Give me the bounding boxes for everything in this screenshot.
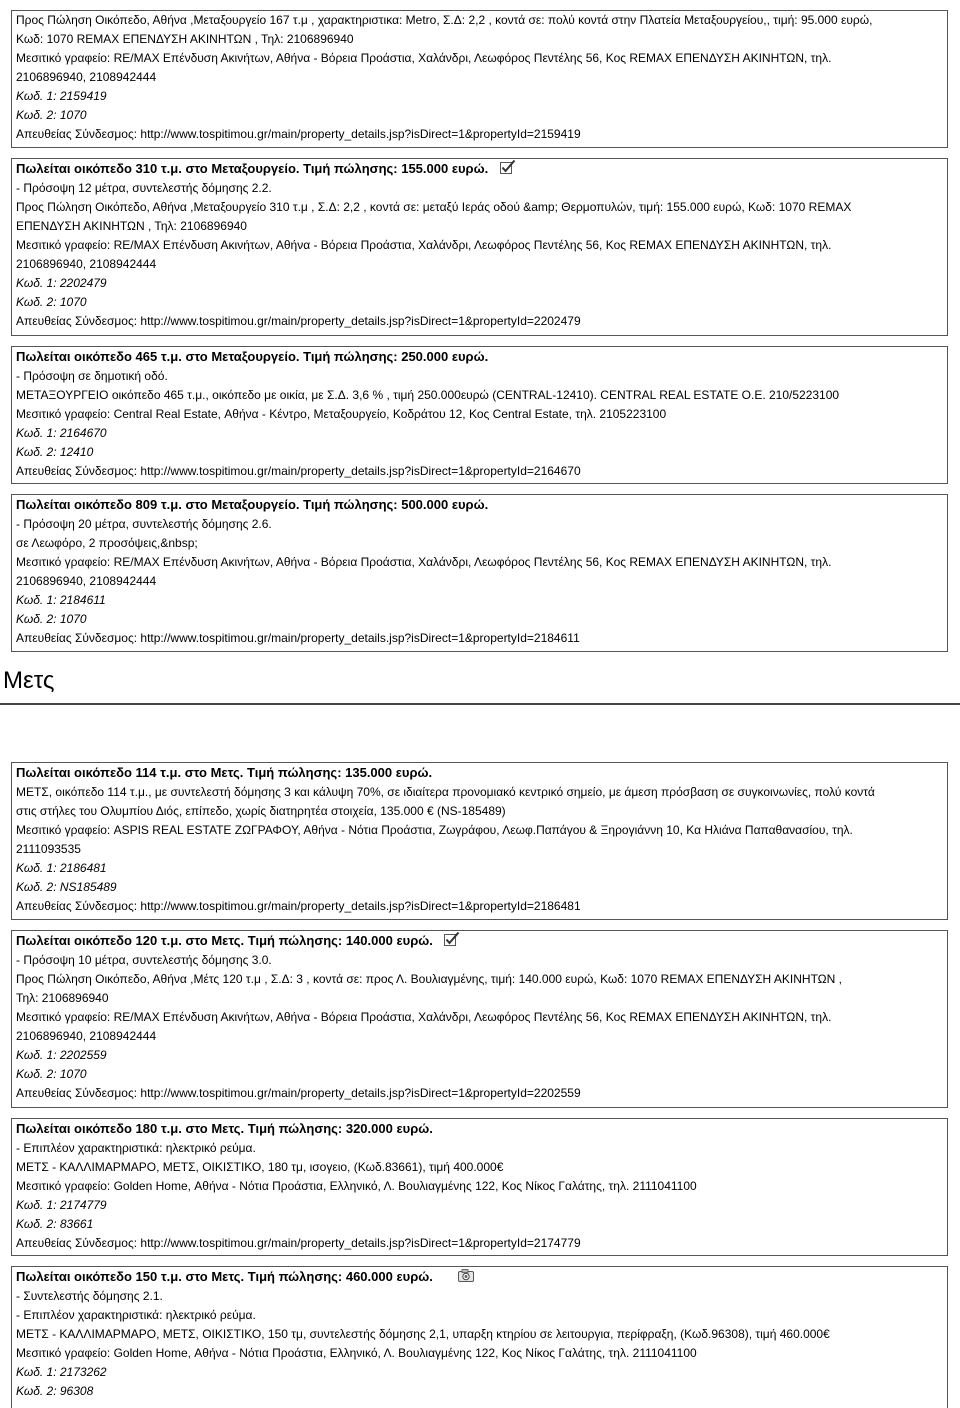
code-1: Κωδ. 1: 2184611 — [16, 593, 106, 607]
listing-text-line: - Συντελεστής δόμησης 2.1. — [16, 1289, 163, 1303]
section-title: Μετς — [3, 667, 55, 694]
code-1: Κωδ. 1: 2186481 — [16, 861, 107, 875]
code-2: Κωδ. 2: 83661 — [16, 1217, 94, 1231]
direct-link[interactable]: Απευθείας Σύνδεσμος: http://www.tospitimou.gr/main/property_details.jsp?isDirect=1&propertyId=2184611 — [16, 631, 580, 645]
section-divider — [0, 703, 960, 705]
listing-box — [11, 1266, 948, 1408]
listing-heading-text[interactable]: Πωλείται οικόπεδο 310 τ.μ. στο Μεταξουργείο. Τιμή πώλησης: 155.000 ευρώ. — [16, 161, 489, 176]
direct-link[interactable]: Απευθείας Σύνδεσμος: http://www.tospitimou.gr/main/property_details.jsp?isDirect=1&propertyId=2202479 — [16, 314, 581, 328]
listing-text-line: στις στήλες του Ολυμπίου Διός, επίπεδο, χωρίς διατηρητέα στοιχεία, 135.000 € (NS-185489) — [16, 804, 506, 818]
listing-text-line: Προς Πώληση Οικόπεδο, Αθήνα ,Μεταξουργείο 310 τ.μ , Σ.Δ: 2,2 , κοντά σε: μεταξύ Ιεράς οδού &amp; Θερμοπυλών, τιμή: 155.000 ευρώ, Κωδ: 1070 REMAX — [16, 200, 852, 214]
listing-text-line: - Πρόσοψη 20 μέτρα, συντελεστής δόμησης 2.6. — [16, 517, 272, 531]
listing-box — [11, 930, 948, 1108]
listing-heading[interactable] — [16, 931, 947, 951]
listing-text-line: - Επιπλέον χαρακτηριστικά: ηλεκτρικό ρεύμα. — [16, 1141, 256, 1155]
agency-phone-line: 2106896940, 2108942444 — [16, 574, 157, 588]
listing-text-line: Προς Πώληση Οικόπεδο, Αθήνα ,Μέτς 120 τ.μ , Σ.Δ: 3 , κοντά σε: προς Λ. Βουλιαγμένης, τιμή: 140.000 ευρώ, Κωδ: 1070 REMAX ΕΠΕΝΔΥΣΗ ΑΚΙΝΗΤΩΝ , — [16, 972, 842, 986]
listing-text-line: Τηλ: 2106896940 — [16, 991, 109, 1005]
listing-box — [11, 762, 948, 920]
code-1: Κωδ. 1: 2174779 — [16, 1198, 107, 1212]
listing-heading[interactable]: Πωλείται οικόπεδο 180 τ.μ. στο Μετς. Τιμή πώλησης: 320.000 ευρώ. — [16, 1121, 433, 1136]
agency-line: Μεσιτικό γραφείο: RE/MAX Επένδυση Ακινήτων, Αθήνα - Βόρεια Προάστια, Χαλάνδρι, Λεωφόρος Πεντέλης 56, Κος REMAX ΕΠΕΝΔΥΣΗ ΑΚΙΝΗΤΩΝ, τηλ. — [16, 51, 832, 65]
listing-text-line: σε Λεωφόρο, 2 προσόψεις,&nbsp; — [16, 536, 198, 550]
agency-phone-line: 2111093535 — [16, 842, 81, 856]
listing-text-line: ΕΠΕΝΔΥΣΗ ΑΚΙΝΗΤΩΝ , Τηλ: 2106896940 — [16, 219, 247, 233]
checkbox-icon — [444, 932, 460, 952]
direct-link[interactable]: Απευθείας Σύνδεσμος: http://www.tospitimou.gr/main/property_details.jsp?isDirect=1&propertyId=2159419 — [16, 127, 581, 141]
photo-camera-icon[interactable] — [458, 1268, 474, 1288]
agency-line: Μεσιτικό γραφείο: Golden Home, Αθήνα - Νότια Προάστια, Ελληνικό, Λ. Βουλιαγμένης 122, Κος Νίκος Γαλάτης, τηλ. 2111041100 — [16, 1346, 697, 1360]
agency-line: Μεσιτικό γραφείο: ASPIS REAL ESTATE ΖΩΓΡΑΦΟΥ, Αθήνα - Νότια Προάστια, Ζωγράφου, Λεωφ.Παπάγου & Ξηρογιάννη 10, Κα Ηλιάνα Παπαθανασίου, τηλ. — [16, 823, 853, 837]
code-2: Κωδ. 2: 1070 — [16, 612, 87, 626]
listing-text-line: Προς Πώληση Οικόπεδο, Αθήνα ,Μεταξουργείο 167 τ.μ , χαρακτηριστικα: Metro, Σ.Δ: 2,2 , κοντά σε: πολύ κοντά στην Πλατεία Μεταξουργείου,, τιμή: 95.000 ευρώ, — [16, 13, 873, 27]
listing-text-line: Κωδ: 1070 REMAX ΕΠΕΝΔΥΣΗ ΑΚΙΝΗΤΩΝ , Τηλ: 2106896940 — [16, 32, 354, 46]
listing-text-line: - Επιπλέον χαρακτηριστικά: ηλεκτρικό ρεύμα. — [16, 1308, 256, 1322]
agency-line: Μεσιτικό γραφείο: Golden Home, Αθήνα - Νότια Προάστια, Ελληνικό, Λ. Βουλιαγμένης 122, Κος Νίκος Γαλάτης, τηλ. 2111041100 — [16, 1179, 697, 1193]
listing-text-line: - Πρόσοψη 12 μέτρα, συντελεστής δόμησης 2.2. — [16, 181, 272, 195]
agency-phone-line: 2106896940, 2108942444 — [16, 1029, 157, 1043]
listing-heading-text[interactable]: Πωλείται οικόπεδο 120 τ.μ. στο Μετς. Τιμή πώλησης: 140.000 ευρώ. — [16, 933, 433, 948]
agency-phone-line: 2106896940, 2108942444 — [16, 257, 157, 271]
listing-text-line: - Πρόσοψη 10 μέτρα, συντελεστής δόμησης 3.0. — [16, 953, 272, 967]
listing-heading[interactable] — [16, 1267, 947, 1287]
direct-link[interactable]: Απευθείας Σύνδεσμος: http://www.tospitimou.gr/main/property_details.jsp?isDirect=1&propertyId=2202559 — [16, 1086, 581, 1100]
listing-text-line: ΜΕΤΣ, οικόπεδο 114 τ.μ., με συντελεστή δόμησης 3 και κάλυψη 70%, σε ιδιαίτερα προνομιακό κεντρικό σημείο, με άμεση πρόσβαση σε συγκοινωνίες, πολύ κοντά — [16, 785, 875, 799]
listing-box — [11, 158, 948, 336]
listing-box — [11, 1118, 948, 1256]
agency-line: Μεσιτικό γραφείο: RE/MAX Επένδυση Ακινήτων, Αθήνα - Βόρεια Προάστια, Χαλάνδρι, Λεωφόρος Πεντέλης 56, Κος REMAX ΕΠΕΝΔΥΣΗ ΑΚΙΝΗΤΩΝ, τηλ. — [16, 555, 832, 569]
listing-heading[interactable]: Πωλείται οικόπεδο 114 τ.μ. στο Μετς. Τιμή πώλησης: 135.000 ευρώ. — [16, 765, 433, 780]
code-1: Κωδ. 1: 2202559 — [16, 1048, 107, 1062]
listing-text-line: ΜΕΤΣ - ΚΑΛΛΙΜΑΡΜΑΡΟ, ΜΕΤΣ, ΟΙΚΙΣΤΙΚΟ, 150 τμ, συντελεστής δόμησης 2,1, υπαρξη κτηρίου σε λειτουργια, περίφραξη, (Κωδ.96308), τιμή 460.000€ — [16, 1327, 830, 1341]
listing-text-line: - Πρόσοψη σε δημοτική οδό. — [16, 369, 168, 383]
checkbox-icon — [500, 160, 516, 180]
listing-text-line: ΜΕΤΣ - ΚΑΛΛΙΜΑΡΜΑΡΟ, ΜΕΤΣ, ΟΙΚΙΣΤΙΚΟ, 180 τμ, ισογειο, (Κωδ.83661), τιμή 400.000€ — [16, 1160, 504, 1174]
listing-box-continued — [11, 10, 948, 148]
code-1: Κωδ. 1: 2173262 — [16, 1365, 107, 1379]
direct-link[interactable]: Απευθείας Σύνδεσμος: http://www.tospitimou.gr/main/property_details.jsp?isDirect=1&propertyId=2164670 — [16, 464, 581, 478]
code-2: Κωδ. 2: NS185489 — [16, 880, 117, 894]
direct-link[interactable]: Απευθείας Σύνδεσμος: http://www.tospitimou.gr/main/property_details.jsp?isDirect=1&propertyId=2186481 — [16, 899, 581, 913]
code-1: Κωδ. 1: 2159419 — [16, 89, 107, 103]
code-2: Κωδ. 2: 12410 — [16, 445, 94, 459]
agency-phone-line: 2106896940, 2108942444 — [16, 70, 157, 84]
agency-line: Μεσιτικό γραφείο: Central Real Estate, Αθήνα - Κέντρο, Μεταξουργείο, Κοδράτου 12, Κος Central Estate, τηλ. 2105223100 — [16, 407, 667, 421]
listing-box — [11, 494, 948, 652]
listing-heading-text[interactable]: Πωλείται οικόπεδο 150 τ.μ. στο Μετς. Τιμή πώλησης: 460.000 ευρώ. — [16, 1269, 433, 1284]
agency-line: Μεσιτικό γραφείο: RE/MAX Επένδυση Ακινήτων, Αθήνα - Βόρεια Προάστια, Χαλάνδρι, Λεωφόρος Πεντέλης 56, Κος REMAX ΕΠΕΝΔΥΣΗ ΑΚΙΝΗΤΩΝ, τηλ. — [16, 1010, 832, 1024]
code-2: Κωδ. 2: 1070 — [16, 1067, 87, 1081]
listing-box — [11, 346, 948, 484]
code-2: Κωδ. 2: 96308 — [16, 1384, 94, 1398]
agency-line: Μεσιτικό γραφείο: RE/MAX Επένδυση Ακινήτων, Αθήνα - Βόρεια Προάστια, Χαλάνδρι, Λεωφόρος Πεντέλης 56, Κος REMAX ΕΠΕΝΔΥΣΗ ΑΚΙΝΗΤΩΝ, τηλ. — [16, 238, 832, 252]
listing-heading[interactable]: Πωλείται οικόπεδο 809 τ.μ. στο Μεταξουργείο. Τιμή πώλησης: 500.000 ευρώ. — [16, 497, 489, 512]
code-1: Κωδ. 1: 2164670 — [16, 426, 107, 440]
listing-text-line: ΜΕΤΑΞΟΥΡΓΕΙΟ οικόπεδο 465 τ.μ., οικόπεδο με οικία, με Σ.Δ. 3,6 % , τιμή 250.000ευρώ (CENTRAL-12410). CENTRAL REAL ESTATE Ο.Ε. 210/5223100 — [16, 388, 840, 402]
code-2: Κωδ. 2: 1070 — [16, 108, 87, 122]
listing-heading[interactable] — [16, 159, 947, 179]
code-1: Κωδ. 1: 2202479 — [16, 276, 107, 290]
code-2: Κωδ. 2: 1070 — [16, 295, 87, 309]
listing-heading[interactable]: Πωλείται οικόπεδο 465 τ.μ. στο Μεταξουργείο. Τιμή πώλησης: 250.000 ευρώ. — [16, 349, 489, 364]
direct-link[interactable]: Απευθείας Σύνδεσμος: http://www.tospitimou.gr/main/property_details.jsp?isDirect=1&propertyId=2174779 — [16, 1236, 581, 1250]
